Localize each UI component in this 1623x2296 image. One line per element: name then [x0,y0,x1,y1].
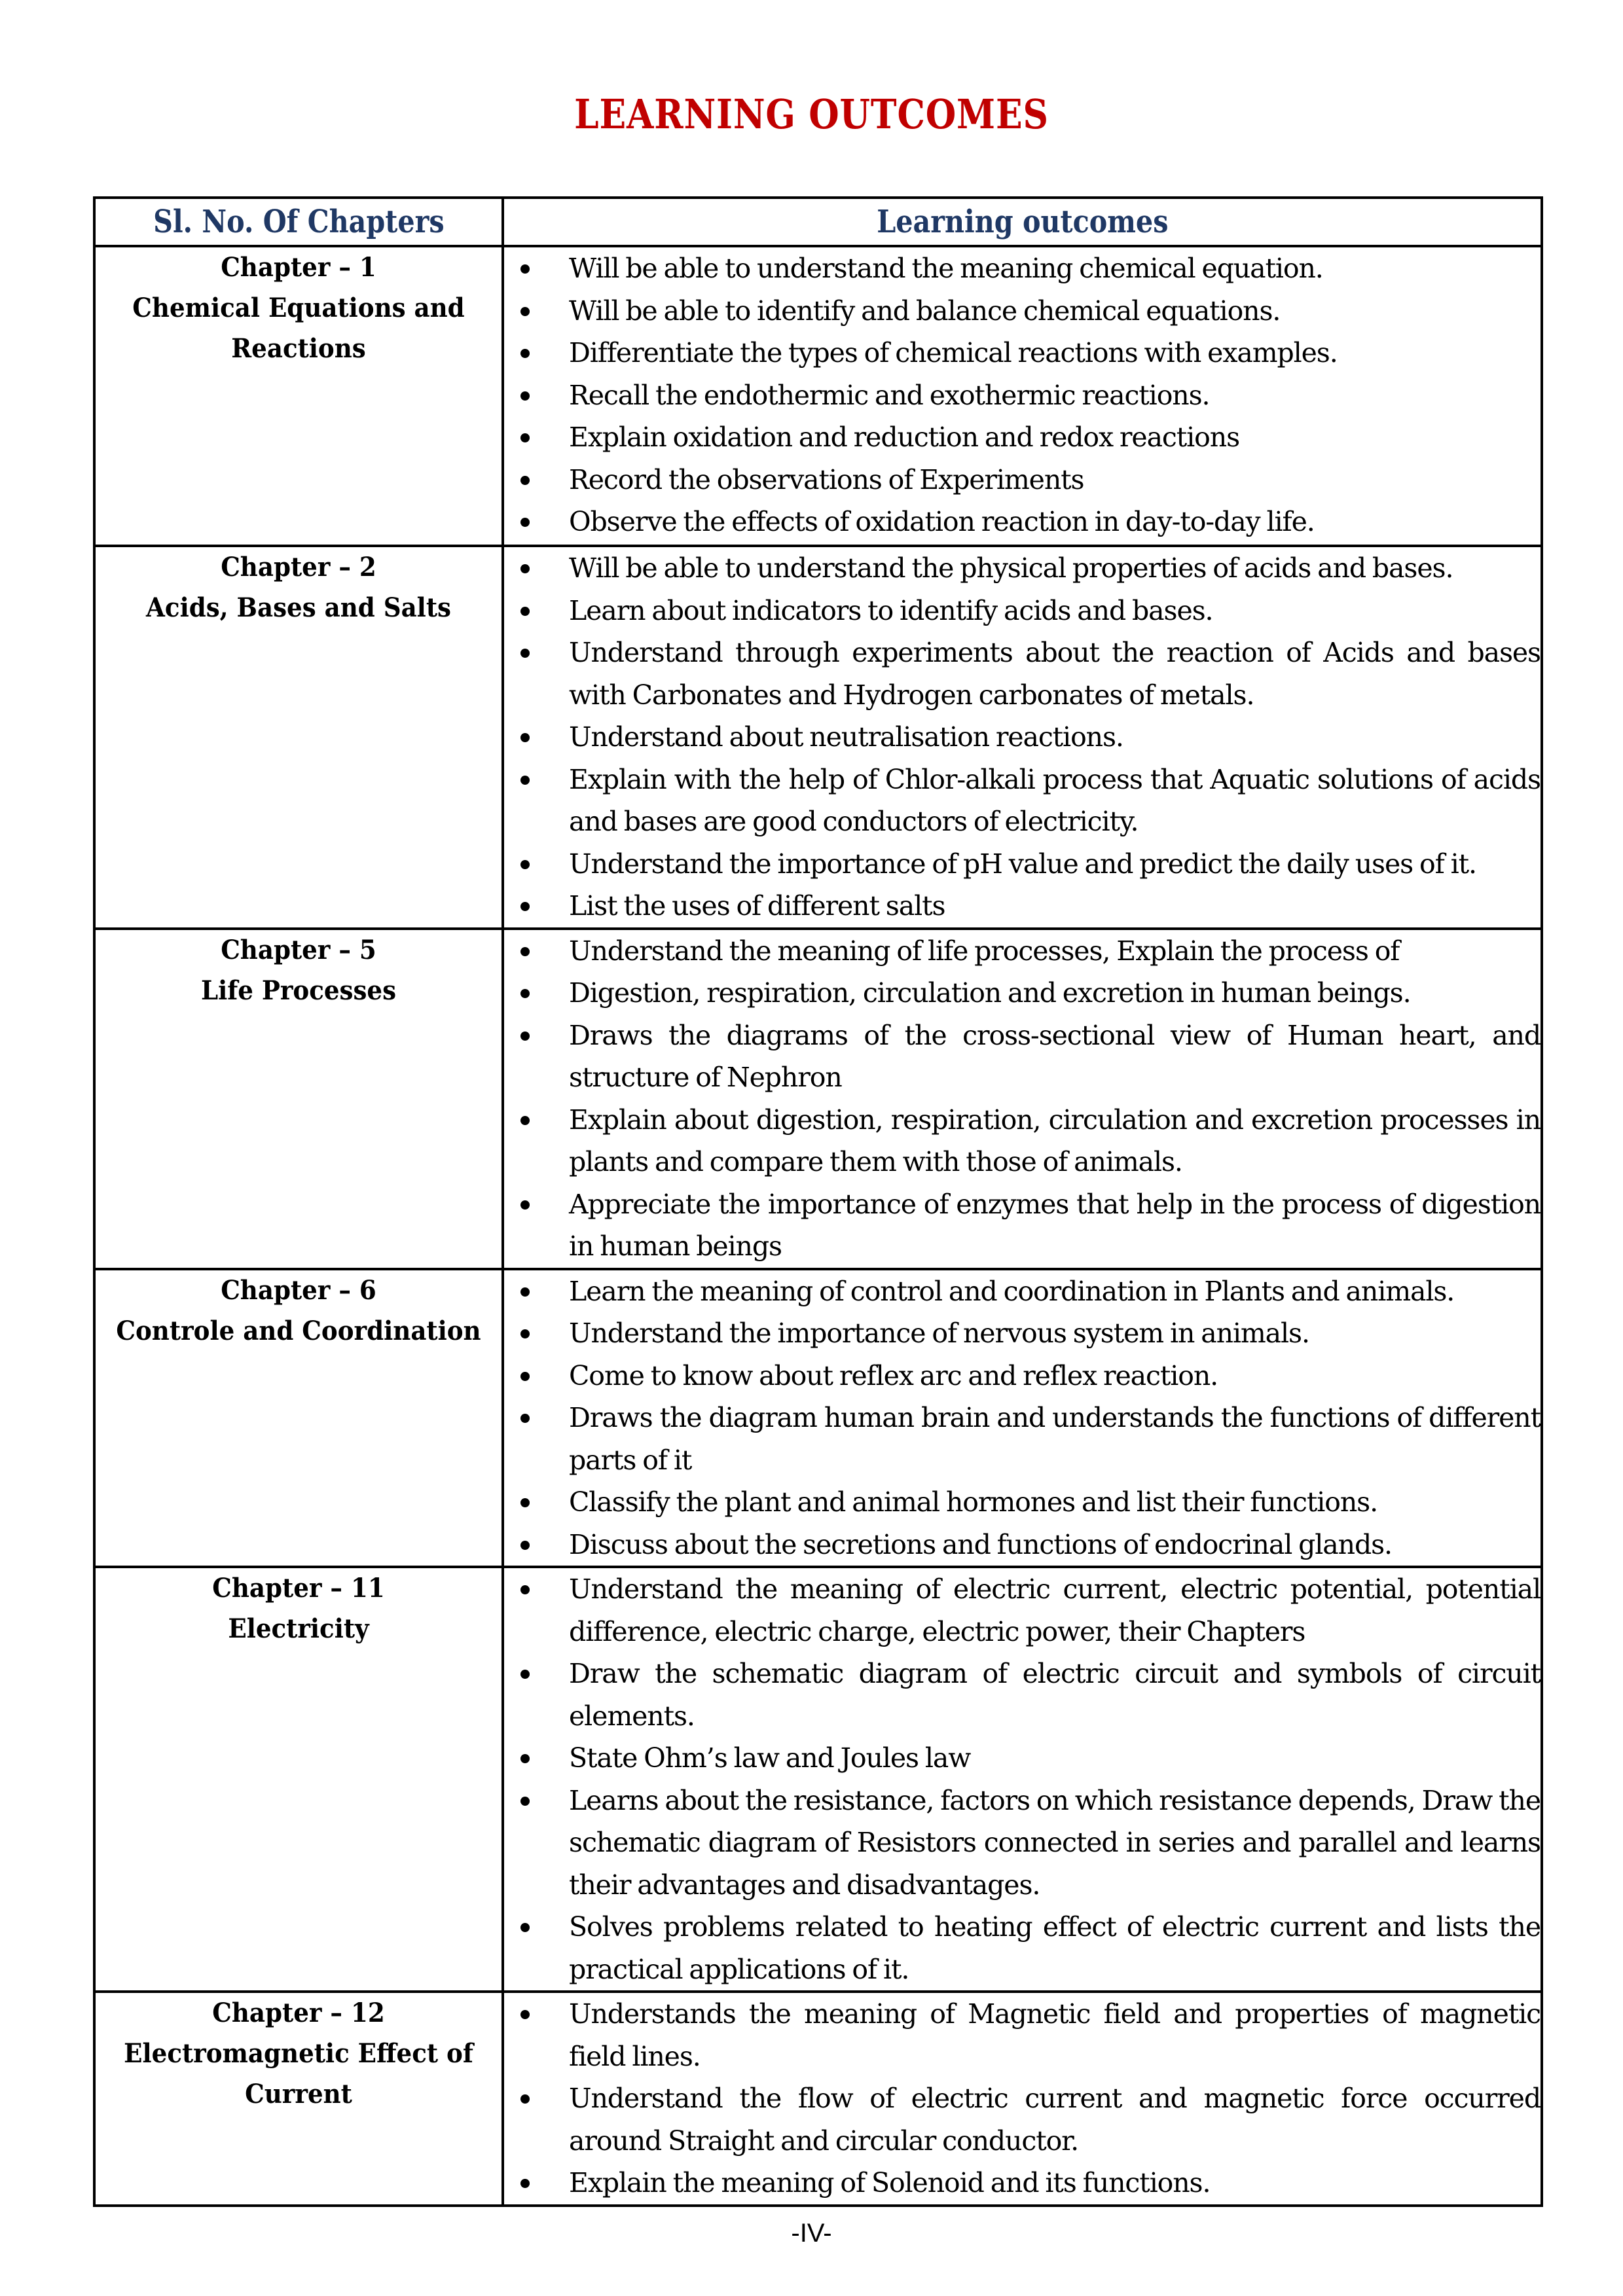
list-item [504,547,1541,590]
table-row [94,1269,1542,1568]
outcome-text: Solves problems related to heating effect of electric current and lists the practical applications of it. [569,1911,1541,1985]
list-item [504,459,1541,501]
chapter-label [110,1568,488,1649]
chapter-number: Chapter – 11 [212,1573,385,1604]
list-item [504,843,1541,886]
outcomes-cell [503,1567,1542,1992]
column-header-outcomes [503,198,1542,246]
page-title: LEARNING OUTCOMES [574,90,1049,138]
outcome-text: Draws the diagram human brain and understands the functions of different parts of it [569,1402,1541,1476]
bullet-icon [520,1754,530,1763]
bullet-icon [520,476,530,485]
outcome-text: Explain about digestion, respiration, circulation and excretion processes in plants and compare them with those of animals. [569,1103,1541,1177]
outcome-text: Explain with the help of Chlor-alkali process that Aquatic solutions of acids and bases are good conductors of electricity. [569,763,1541,837]
chapter-label [110,930,488,1011]
outcome-text: Differentiate the types of chemical reactions with examples. [569,337,1338,368]
list-item [504,1524,1541,1566]
outcomes-list [504,1270,1541,1566]
table-row [94,1567,1542,1992]
outcome-text: Explain oxidation and reduction and redox reactions [569,422,1240,453]
chapter-cell [94,1567,503,1992]
list-item [504,1099,1541,1183]
list-item [504,1906,1541,1990]
list-item [504,1481,1541,1524]
outcomes-list [504,1993,1541,2204]
bullet-icon [520,1585,530,1594]
bullet-icon [520,1670,530,1679]
chapter-cell [94,1269,503,1568]
list-item [504,1993,1541,2077]
outcome-text: State Ohm’s law and Joules law [569,1742,971,1774]
chapter-cell [94,929,503,1269]
list-item [504,501,1541,543]
outcomes-cell [503,546,1542,929]
chapter-number: Chapter – 2 [221,552,376,583]
bullet-icon [520,264,530,274]
chapter-name: Electromagnetic Effect of Current [124,2038,473,2109]
table-row [94,546,1542,929]
bullet-icon [520,1287,530,1297]
outcome-text: Understand the meaning of life processes, Explain the process of [569,935,1400,967]
outcome-text: Digestion, respiration, circulation and excretion in human beings. [569,977,1411,1009]
outcome-text: Draw the schematic diagram of electric circuit and symbols of circuit elements. [569,1658,1541,1732]
outcome-text: Come to know about reflex arc and reflex reaction. [569,1359,1218,1391]
bullet-icon [520,518,530,527]
list-item [504,885,1541,927]
outcomes-list [504,930,1541,1268]
list-item [504,1312,1541,1355]
bullet-icon [520,902,530,911]
bullet-icon [520,649,530,658]
bullet-icon [520,1031,530,1041]
bullet-icon [520,2179,530,2188]
chapter-label [110,247,488,369]
bullet-icon [520,1414,530,1423]
list-item [504,1270,1541,1313]
bullet-icon [520,2094,530,2104]
outcome-text: Explain the meaning of Solenoid and its functions. [569,2167,1211,2198]
outcomes-list [504,1568,1541,1990]
list-item [504,332,1541,374]
table-row [94,1992,1542,2206]
outcome-text: Observe the effects of oxidation reaction in day-to-day life. [569,506,1315,537]
outcome-text: Understand the meaning of electric current, electric potential, potential difference, electric charge, electric power, their Chapters [569,1573,1541,1647]
outcome-text: Recall the endothermic and exothermic reactions. [569,379,1210,411]
chapter-number: Chapter – 5 [221,934,376,965]
outcome-text: Learn the meaning of control and coordination in Plants and animals. [569,1275,1455,1307]
chapter-name: Acids, Bases and Salts [146,592,451,623]
outcome-text: Understand about neutralisation reactions. [569,721,1123,753]
chapter-number: Chapter – 12 [212,1998,385,2028]
outcome-text: Discuss about the secretions and functions of endocrinal glands. [569,1528,1392,1560]
list-item [504,759,1541,843]
bullet-icon [520,733,530,742]
outcome-text: Appreciate the importance of enzymes that help in the process of digestion in human beings [569,1188,1541,1262]
outcome-text: Draws the diagrams of the cross-sectional view of Human heart, and structure of Nephron [569,1019,1541,1093]
list-item [504,590,1541,632]
chapter-cell [94,546,503,929]
bullet-icon [520,1329,530,1338]
chapter-cell [94,1992,503,2206]
column-header-chapters [94,198,503,246]
chapter-name: Life Processes [200,975,397,1006]
list-item [504,1737,1541,1780]
chapter-cell [94,246,503,546]
table-row [94,246,1542,546]
list-item [504,2077,1541,2162]
list-item [504,632,1541,716]
outcome-text: Understand the importance of pH value and predict the daily uses of it. [569,848,1476,880]
chapter-number: Chapter – 1 [221,252,376,283]
list-item [504,972,1541,1014]
outcomes-cell [503,246,1542,546]
bullet-icon [520,1116,530,1125]
bullet-icon [520,1372,530,1381]
bullet-icon [520,2010,530,2019]
chapter-label [110,1270,488,1352]
outcomes-list [504,247,1541,543]
table-row [94,929,1542,1269]
bullet-icon [520,989,530,998]
chapter-label [110,547,488,628]
outcome-text: Record the observations of Experiments [569,463,1084,495]
outcome-text: Will be able to identify and balance chemical equations. [569,295,1281,327]
outcome-text: Learn about indicators to identify acids and bases. [569,594,1213,626]
page-number: -IV- [791,2219,832,2248]
bullet-icon [520,1541,530,1550]
list-item [504,1568,1541,1653]
list-item [504,1653,1541,1737]
bullet-icon [520,391,530,401]
outcome-text: Learns about the resistance, factors on which resistance depends, Draw the schematic diagram of Resistors connected in series and parallel and learns their advantages and disadvantages. [569,1784,1541,1901]
bullet-icon [520,307,530,316]
outcomes-cell [503,929,1542,1269]
list-item [504,416,1541,459]
list-item [504,1014,1541,1099]
list-item [504,374,1541,417]
learning-outcomes-table [93,196,1543,2207]
bullet-icon [520,776,530,785]
bullet-icon [520,349,530,358]
outcome-text: List the uses of different salts [569,890,945,922]
list-item [504,247,1541,290]
outcome-text: Will be able to understand the physical properties of acids and bases. [569,552,1453,584]
list-item [504,1397,1541,1481]
bullet-icon [520,860,530,869]
bullet-icon [520,433,530,442]
outcome-text: Understand the flow of electric current and magnetic force occurred around Straight and circular conductor. [569,2083,1541,2157]
outcomes-cell [503,1269,1542,1568]
list-item [504,1355,1541,1397]
list-item [504,1780,1541,1907]
list-item [504,290,1541,332]
chapter-name: Controle and Coordination [116,1315,481,1346]
bullet-icon [520,947,530,956]
column-header-chapters-label: Sl. No. Of Chapters [153,204,445,240]
list-item [504,1183,1541,1268]
bullet-icon [520,607,530,616]
bullet-icon [520,1498,530,1507]
outcomes-cell [503,1992,1542,2206]
bullet-icon [520,1923,530,1932]
chapter-name: Chemical Equations and Reactions [132,293,465,364]
outcome-text: Will be able to understand the meaning chemical equation. [569,253,1323,284]
column-header-outcomes-label: Learning outcomes [876,204,1169,240]
bullet-icon [520,1200,530,1210]
outcome-text: Classify the plant and animal hormones and list their functions. [569,1486,1378,1518]
bullet-icon [520,1797,530,1806]
bullet-icon [520,564,530,573]
outcome-text: Understand through experiments about the reaction of Acids and bases with Carbonates and Hydrogen carbonates of metals. [569,637,1541,711]
outcome-text: Understand the importance of nervous system in animals. [569,1318,1309,1349]
list-item [504,716,1541,759]
list-item [504,930,1541,973]
outcome-text: Understands the meaning of Magnetic field and properties of magnetic field lines. [569,1998,1541,2072]
chapter-label [110,1993,488,2115]
list-item [504,2162,1541,2204]
chapter-number: Chapter – 6 [221,1274,376,1306]
chapter-name: Electricity [228,1613,369,1644]
table-header-row [94,198,1542,246]
outcomes-list [504,547,1541,927]
